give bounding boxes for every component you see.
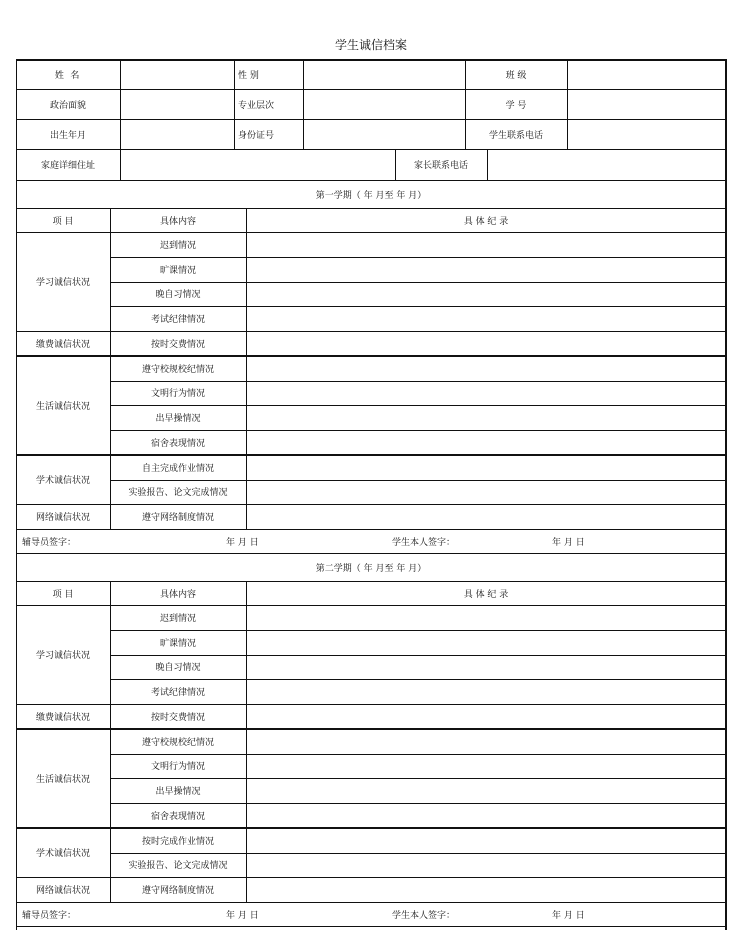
record-field[interactable] (246, 605, 726, 630)
politics-field[interactable] (120, 89, 234, 119)
column-header-record: 具 体 纪 录 (463, 216, 509, 227)
record-field[interactable] (246, 232, 726, 257)
id-label: 身份证号 (238, 130, 275, 141)
item-label: 遵守网络制度情况 (141, 886, 214, 897)
group-label-network: 网络诚信状况 (35, 886, 90, 897)
record-field[interactable] (246, 306, 726, 331)
id-field[interactable] (303, 119, 465, 149)
group-label-study: 学习诚信状况 (35, 651, 90, 661)
record-field[interactable] (246, 381, 726, 406)
page-title: 学生诚信档案 (334, 38, 407, 52)
record-field[interactable] (246, 877, 726, 902)
record-field[interactable] (246, 778, 726, 803)
item-label: 晚自习情况 (155, 663, 201, 674)
item-label: 文明行为情况 (150, 389, 205, 400)
item-label: 迟到情况 (159, 240, 196, 251)
group-label-study: 学习诚信状况 (35, 278, 90, 288)
politics-label: 政治面貌 (49, 100, 86, 111)
gender-field[interactable] (303, 59, 465, 89)
item-label: 出早操情况 (155, 787, 201, 798)
semester-title: 第二学期（ 年 月至 年 月） (315, 563, 427, 574)
semester-title: 第一学期（ 年 月至 年 月） (315, 190, 427, 201)
student-phone-label: 学生联系电话 (488, 130, 543, 141)
class-field[interactable] (567, 59, 726, 89)
student-no-label: 学 号 (505, 100, 527, 111)
record-field[interactable] (246, 704, 726, 729)
column-header-item: 项 目 (52, 589, 74, 600)
group-label-network: 网络诚信状况 (35, 513, 90, 524)
group-label-fee: 缴费诚信状况 (35, 339, 90, 350)
student-signature-label: 学生本人签字： (392, 910, 456, 921)
group-label-academic: 学术诚信状况 (35, 849, 90, 859)
record-field[interactable] (246, 356, 726, 381)
item-label: 考试纪律情况 (150, 315, 205, 326)
item-label: 遵守校规校纪情况 (141, 364, 214, 375)
item-label: 遵守校规校纪情况 (141, 737, 214, 748)
record-field[interactable] (246, 331, 726, 356)
record-field[interactable] (246, 679, 726, 704)
parent-phone-field[interactable] (487, 149, 726, 180)
gender-label: 性 别 (238, 70, 259, 81)
item-label: 考试纪律情况 (150, 688, 205, 699)
address-field[interactable] (120, 149, 395, 180)
address-label: 家庭详细住址 (40, 161, 95, 171)
record-field[interactable] (246, 282, 726, 307)
item-label: 宿舍表现情况 (150, 438, 205, 449)
record-field[interactable] (246, 828, 726, 853)
item-label: 迟到情况 (159, 613, 196, 624)
group-label-life: 生活诚信状况 (35, 401, 90, 412)
record-field[interactable] (246, 729, 726, 754)
record-field[interactable] (246, 630, 726, 655)
column-header-content: 具体内容 (159, 589, 196, 600)
column-header-item: 项 目 (52, 216, 74, 227)
item-label: 宿舍表现情况 (150, 811, 205, 822)
item-label: 出早操情况 (155, 414, 201, 425)
record-field[interactable] (246, 803, 726, 828)
class-label: 班 级 (505, 70, 527, 81)
item-label: 按时交费情况 (150, 712, 205, 723)
student-phone-field[interactable] (567, 119, 726, 149)
item-label: 实验报告、论文完成情况 (128, 861, 228, 872)
column-header-record: 具 体 纪 录 (463, 589, 509, 600)
record-field[interactable] (246, 504, 726, 529)
item-label: 旷课情况 (159, 265, 196, 276)
record-field[interactable] (246, 480, 726, 505)
column-header-content: 具体内容 (159, 216, 196, 227)
item-label: 按时完成作业情况 (141, 836, 214, 847)
record-field[interactable] (246, 257, 726, 282)
item-label: 晚自习情况 (155, 290, 201, 301)
record-field[interactable] (246, 430, 726, 455)
counselor-date: 年 月 日 (226, 537, 259, 548)
parent-phone-label: 家长联系电话 (413, 161, 468, 171)
record-field[interactable] (246, 754, 726, 779)
student-date: 年 月 日 (552, 537, 585, 548)
item-label: 文明行为情况 (150, 762, 205, 773)
student-signature-label: 学生本人签字： (392, 537, 456, 548)
counselor-date: 年 月 日 (226, 910, 259, 921)
record-field[interactable] (246, 655, 726, 680)
name-field[interactable] (120, 59, 234, 89)
student-date: 年 月 日 (552, 910, 585, 921)
birth-field[interactable] (120, 119, 234, 149)
semester-bottom-rule (16, 926, 726, 927)
major-field[interactable] (303, 89, 465, 119)
group-label-life: 生活诚信状况 (35, 774, 90, 785)
major-label: 专业层次 (238, 100, 275, 111)
name-label: 姓 名 (54, 70, 82, 81)
item-label: 自主完成作业情况 (141, 463, 214, 474)
student-no-field[interactable] (567, 89, 726, 119)
birth-label: 出生年月 (49, 130, 86, 141)
record-field[interactable] (246, 405, 726, 430)
group-label-academic: 学术诚信状况 (35, 476, 90, 486)
group-label-fee: 缴费诚信状况 (35, 712, 90, 723)
item-label: 旷课情况 (159, 638, 196, 649)
item-label: 实验报告、论文完成情况 (128, 488, 228, 499)
counselor-signature-label: 辅导员签字： (22, 537, 77, 548)
record-field[interactable] (246, 853, 726, 878)
item-label: 遵守网络制度情况 (141, 513, 214, 524)
item-label: 按时交费情况 (150, 339, 205, 350)
record-field[interactable] (246, 455, 726, 480)
counselor-signature-label: 辅导员签字： (22, 910, 77, 921)
